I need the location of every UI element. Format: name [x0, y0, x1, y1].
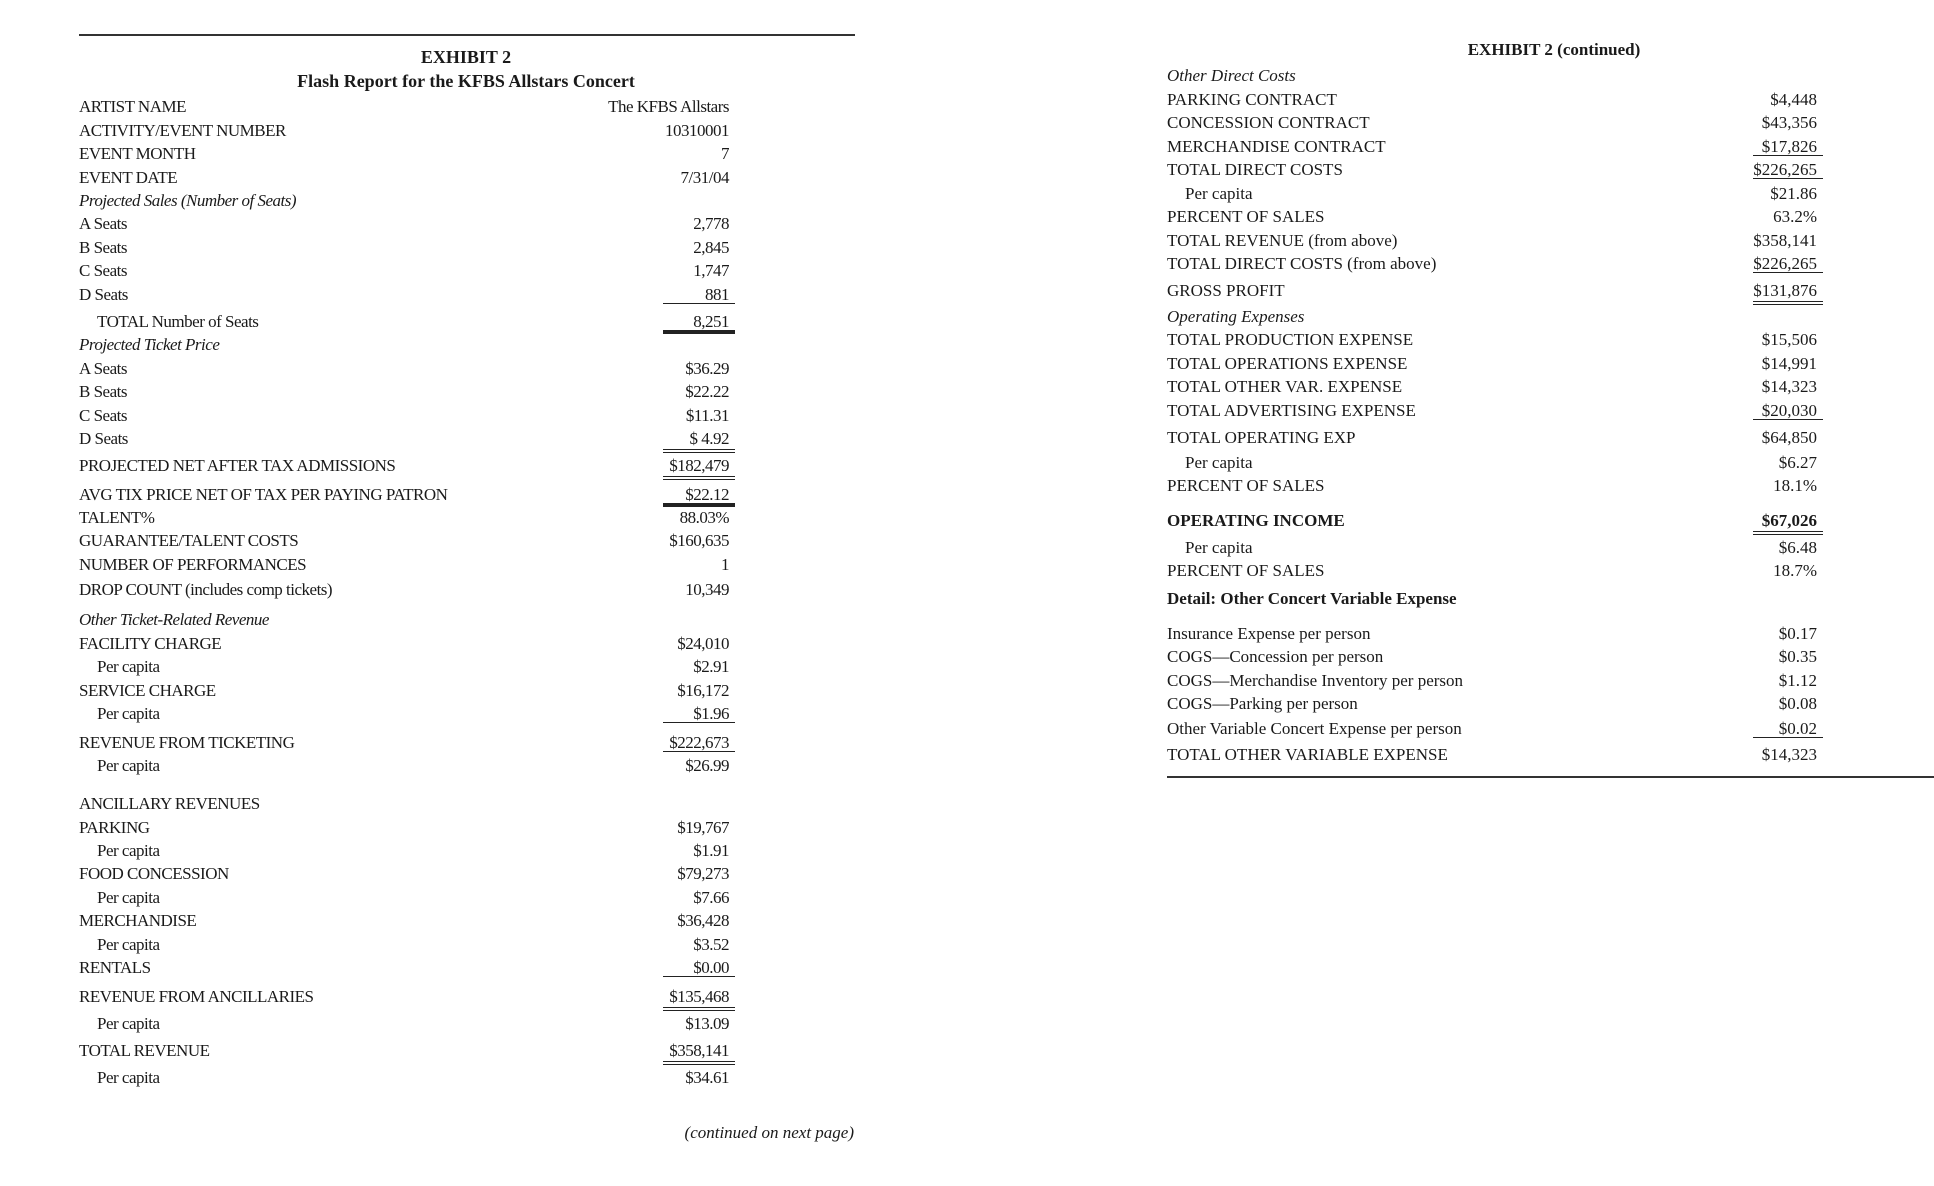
- row-value: 63.2%: [1773, 207, 1817, 226]
- row-label: ARTIST NAME: [79, 97, 186, 116]
- single-underline: [663, 722, 735, 723]
- row-value: $1.12: [1778, 671, 1817, 690]
- report-row-per-capita: [79, 1014, 729, 1034]
- row-value: 7/31/04: [680, 168, 729, 187]
- report-row-projected-ticket-price: [79, 335, 729, 355]
- report-row-total-direct-costs: [1167, 160, 1817, 180]
- row-label: Per capita: [97, 756, 160, 775]
- report-row-per-capita: [79, 888, 729, 908]
- row-label: REVENUE FROM TICKETING: [79, 733, 295, 752]
- report-row-per-capita: [79, 1068, 729, 1088]
- row-value: $14,323: [1761, 377, 1817, 396]
- row-label: SERVICE CHARGE: [79, 681, 216, 700]
- row-value: 881: [705, 285, 729, 304]
- row-label: Projected Sales (Number of Seats): [79, 191, 297, 210]
- report-row-food-concession: [79, 864, 729, 884]
- row-label: PERCENT OF SALES: [1167, 561, 1325, 580]
- row-value: $135,468: [669, 987, 729, 1006]
- row-label: PERCENT OF SALES: [1167, 207, 1325, 226]
- row-label: RENTALS: [79, 958, 151, 977]
- row-value: $16,172: [677, 681, 729, 700]
- row-value: $160,635: [669, 531, 729, 550]
- row-value: $1.91: [693, 841, 729, 860]
- report-row-cogs-parking-per-person: [1167, 694, 1817, 714]
- row-value: $15,506: [1761, 330, 1817, 349]
- row-value: $64,850: [1761, 428, 1817, 447]
- row-label: CONCESSION CONTRACT: [1167, 113, 1370, 132]
- row-label: Projected Ticket Price: [79, 335, 220, 354]
- report-row-event-month: [79, 144, 729, 164]
- row-value: $131,876: [1753, 281, 1817, 300]
- row-label: TOTAL PRODUCTION EXPENSE: [1167, 330, 1414, 349]
- row-value: $7.66: [693, 888, 729, 907]
- row-label: Per capita: [1185, 453, 1253, 472]
- row-value: $21.86: [1770, 184, 1817, 203]
- report-row-revenue-from-ancillaries: [79, 987, 729, 1007]
- row-value: $222,673: [669, 733, 729, 752]
- single-underline: [1753, 178, 1823, 179]
- row-value: $6.27: [1778, 453, 1817, 472]
- exhibit-subtitle: Flash Report for the KFBS Allstars Concert: [297, 71, 635, 91]
- row-label: PROJECTED NET AFTER TAX ADMISSIONS: [79, 456, 396, 475]
- report-row-rentals: [79, 958, 729, 978]
- row-label: Per capita: [1185, 538, 1253, 557]
- row-value: $26.99: [685, 756, 729, 775]
- row-label: DROP COUNT (includes comp tickets): [79, 580, 333, 599]
- row-label: ACTIVITY/EVENT NUMBER: [79, 121, 286, 140]
- row-value: $34.61: [685, 1068, 729, 1087]
- report-row-b-seats: [79, 382, 729, 402]
- row-value: $358,141: [1753, 231, 1817, 250]
- report-row-revenue-from-ticketing: [79, 733, 729, 753]
- row-value: $226,265: [1753, 254, 1817, 273]
- exhibit-title: EXHIBIT 2: [420, 47, 512, 67]
- row-label: Per capita: [97, 935, 160, 954]
- report-row-ancillary-revenues: [79, 794, 729, 814]
- report-row-other-ticket-related-revenue: [79, 610, 729, 630]
- row-value: $19,767: [677, 818, 729, 837]
- row-value: $4,448: [1770, 90, 1817, 109]
- row-value: $226,265: [1753, 160, 1817, 179]
- row-label: TALENT%: [79, 508, 155, 527]
- report-row-merchandise: [79, 911, 729, 931]
- report-row-guarantee-talent-costs: [79, 531, 729, 551]
- report-row-total-revenue-from-above: [1167, 231, 1817, 251]
- row-label: Per capita: [97, 704, 160, 723]
- row-label: ANCILLARY REVENUES: [79, 794, 260, 813]
- row-label: FACILITY CHARGE: [79, 634, 222, 653]
- row-value: 2,778: [693, 214, 729, 233]
- double-underline: [663, 1061, 735, 1065]
- row-label: MERCHANDISE CONTRACT: [1167, 137, 1386, 156]
- report-row-other-direct-costs: [1167, 66, 1817, 86]
- double-underline: [663, 330, 735, 334]
- row-label: TOTAL OTHER VARIABLE EXPENSE: [1167, 745, 1448, 764]
- row-label: Per capita: [97, 1014, 160, 1033]
- double-underline: [663, 503, 735, 507]
- report-row-total-revenue: [79, 1041, 729, 1061]
- report-row-per-capita: [1167, 538, 1817, 558]
- row-value: $358,141: [669, 1041, 729, 1060]
- row-label: Other Variable Concert Expense per person: [1167, 719, 1462, 738]
- single-underline: [1753, 272, 1823, 273]
- row-value: $182,479: [669, 456, 729, 475]
- report-row-parking: [79, 818, 729, 838]
- row-label: Other Direct Costs: [1167, 66, 1296, 85]
- exhibit-continued-title: EXHIBIT 2 (continued): [1467, 40, 1641, 59]
- report-row-per-capita: [79, 935, 729, 955]
- row-value: 1,747: [693, 261, 729, 280]
- report-row-activity-event-number: [79, 121, 729, 141]
- report-row-cogs-merchandise-inventory-per-person: [1167, 671, 1817, 691]
- row-label: Operating Expenses: [1167, 307, 1305, 326]
- report-row-concession-contract: [1167, 113, 1817, 133]
- row-label: D Seats: [79, 429, 128, 448]
- report-row-per-capita: [1167, 184, 1817, 204]
- row-label: TOTAL ADVERTISING EXPENSE: [1167, 401, 1416, 420]
- row-value: $2.91: [693, 657, 729, 676]
- row-label: COGS—Merchandise Inventory per person: [1167, 671, 1464, 690]
- row-label: Other Ticket-Related Revenue: [79, 610, 269, 629]
- row-label: COGS—Concession per person: [1167, 647, 1384, 666]
- row-label: Per capita: [1185, 184, 1253, 203]
- row-label: REVENUE FROM ANCILLARIES: [79, 987, 314, 1006]
- single-underline: [663, 303, 735, 304]
- row-label: A Seats: [79, 359, 127, 378]
- row-value: $3.52: [693, 935, 729, 954]
- row-value: The KFBS Allstars: [608, 97, 729, 116]
- row-value: $6.48: [1778, 538, 1817, 557]
- report-row-percent-of-sales: [1167, 476, 1817, 496]
- row-label: Detail: Other Concert Variable Expense: [1167, 589, 1457, 608]
- row-value: $0.08: [1778, 694, 1817, 713]
- row-value: 2,845: [693, 238, 729, 257]
- report-row-total-number-of-seats: [79, 312, 729, 332]
- row-label: TOTAL Number of Seats: [97, 312, 259, 331]
- report-row-a-seats: [79, 214, 729, 234]
- report-row-number-of-performances: [79, 555, 729, 575]
- row-label: C Seats: [79, 406, 127, 425]
- row-label: PARKING: [79, 818, 150, 837]
- report-row-per-capita: [79, 704, 729, 724]
- row-label: Per capita: [97, 841, 160, 860]
- report-row-projected-sales-number-of-seats: [79, 191, 729, 211]
- report-row-cogs-concession-per-person: [1167, 647, 1817, 667]
- continued-note: (continued on next page): [684, 1123, 854, 1142]
- row-label: TOTAL DIRECT COSTS: [1167, 160, 1343, 179]
- report-row-total-other-variable-expense: [1167, 745, 1817, 765]
- report-row-c-seats: [79, 261, 729, 281]
- row-value: $17,826: [1761, 137, 1817, 156]
- single-underline: [663, 751, 735, 752]
- row-value: $43,356: [1761, 113, 1817, 132]
- report-row-per-capita: [79, 756, 729, 776]
- row-value: $11.31: [685, 406, 729, 425]
- top-rule-left: [79, 34, 855, 36]
- row-label: FOOD CONCESSION: [79, 864, 229, 883]
- report-row-total-operations-expense: [1167, 354, 1817, 374]
- row-label: MERCHANDISE: [79, 911, 197, 930]
- row-value: 18.7%: [1773, 561, 1817, 580]
- row-value: $14,323: [1761, 745, 1817, 764]
- report-row-talent: [79, 508, 729, 528]
- single-underline: [1753, 419, 1823, 420]
- bottom-rule-right: [1167, 776, 1934, 778]
- report-row-a-seats: [79, 359, 729, 379]
- report-row-total-production-expense: [1167, 330, 1817, 350]
- row-value: $20,030: [1761, 401, 1817, 420]
- double-underline: [663, 449, 735, 453]
- single-underline: [1753, 737, 1823, 738]
- row-label: Per capita: [97, 888, 160, 907]
- row-value: $0.35: [1778, 647, 1817, 666]
- row-value: $36,428: [677, 911, 729, 930]
- row-value: $36.29: [685, 359, 729, 378]
- report-row-gross-profit: [1167, 281, 1817, 301]
- report-row-d-seats: [79, 429, 729, 449]
- double-underline: [1753, 531, 1823, 535]
- report-row-percent-of-sales: [1167, 207, 1817, 227]
- report-row-total-advertising-expense: [1167, 401, 1817, 421]
- row-label: EVENT MONTH: [79, 144, 196, 163]
- report-row-per-capita: [79, 841, 729, 861]
- report-row-parking-contract: [1167, 90, 1817, 110]
- row-label: GROSS PROFIT: [1167, 281, 1285, 300]
- row-label: TOTAL REVENUE: [79, 1041, 210, 1060]
- row-value: $0.02: [1778, 719, 1817, 738]
- single-underline: [1753, 155, 1823, 156]
- row-value: 18.1%: [1773, 476, 1817, 495]
- report-row-facility-charge: [79, 634, 729, 654]
- row-label: TOTAL OTHER VAR. EXPENSE: [1167, 377, 1403, 396]
- report-row-operating-expenses: [1167, 307, 1817, 327]
- row-value: $67,026: [1761, 511, 1817, 530]
- row-value: 10310001: [665, 121, 729, 140]
- row-value: 8,251: [693, 312, 729, 331]
- row-value: $14,991: [1761, 354, 1817, 373]
- double-underline: [663, 1007, 735, 1011]
- row-label: PARKING CONTRACT: [1167, 90, 1337, 109]
- row-label: TOTAL OPERATIONS EXPENSE: [1167, 354, 1408, 373]
- row-value: 10,349: [685, 580, 729, 599]
- row-label: Per capita: [97, 657, 160, 676]
- double-underline: [1753, 301, 1823, 305]
- row-label: TOTAL DIRECT COSTS (from above): [1167, 254, 1437, 273]
- report-row-merchandise-contract: [1167, 137, 1817, 157]
- row-value: 7: [721, 144, 729, 163]
- report-row-b-seats: [79, 238, 729, 258]
- row-value: 88.03%: [679, 508, 729, 527]
- report-row-projected-net-after-tax-admissions: [79, 456, 729, 476]
- single-underline: [663, 976, 735, 977]
- double-underline: [663, 476, 735, 480]
- report-row-insurance-expense-per-person: [1167, 624, 1817, 644]
- report-row-total-other-var-expense: [1167, 377, 1817, 397]
- report-row-c-seats: [79, 406, 729, 426]
- row-label: OPERATING INCOME: [1167, 511, 1345, 530]
- row-value: $22.22: [685, 382, 729, 401]
- row-label: D Seats: [79, 285, 128, 304]
- row-value: $ 4.92: [689, 429, 729, 448]
- row-label: B Seats: [79, 238, 127, 257]
- row-label: PERCENT OF SALES: [1167, 476, 1325, 495]
- row-value: $79,273: [677, 864, 729, 883]
- row-label: A Seats: [79, 214, 127, 233]
- row-value: 1: [721, 555, 729, 574]
- row-label: TOTAL REVENUE (from above): [1167, 231, 1398, 250]
- report-row-per-capita: [1167, 453, 1817, 473]
- row-label: COGS—Parking per person: [1167, 694, 1358, 713]
- row-label: EVENT DATE: [79, 168, 178, 187]
- row-value: $22.12: [685, 485, 729, 504]
- report-row-total-direct-costs-from-above: [1167, 254, 1817, 274]
- report-row-avg-tix-price-net-of-tax-per-paying-patron: [79, 485, 729, 505]
- row-value: $1.96: [693, 704, 729, 723]
- row-value: $0.00: [693, 958, 729, 977]
- row-value: $24,010: [677, 634, 729, 653]
- report-row-operating-income: [1167, 511, 1817, 531]
- report-row-other-variable-concert-expense-per-person: [1167, 719, 1817, 739]
- report-row-percent-of-sales: [1167, 561, 1817, 581]
- report-row-event-date: [79, 168, 729, 188]
- report-row-service-charge: [79, 681, 729, 701]
- report-row-drop-count-includes-comp-tickets: [79, 580, 729, 600]
- report-row-d-seats: [79, 285, 729, 305]
- row-label: GUARANTEE/TALENT COSTS: [79, 531, 299, 550]
- row-label: NUMBER OF PERFORMANCES: [79, 555, 307, 574]
- row-label: B Seats: [79, 382, 127, 401]
- row-label: AVG TIX PRICE NET OF TAX PER PAYING PATRON: [79, 485, 448, 504]
- row-label: TOTAL OPERATING EXP: [1167, 428, 1356, 447]
- row-value: $0.17: [1778, 624, 1817, 643]
- report-row-artist-name: [79, 97, 729, 117]
- row-label: C Seats: [79, 261, 127, 280]
- report-row-total-operating-exp: [1167, 428, 1817, 448]
- row-value: $13.09: [685, 1014, 729, 1033]
- row-label: Per capita: [97, 1068, 160, 1087]
- report-row-per-capita: [79, 657, 729, 677]
- report-row-detail-other-concert-variable-expense: [1167, 589, 1817, 609]
- row-label: Insurance Expense per person: [1167, 624, 1371, 643]
